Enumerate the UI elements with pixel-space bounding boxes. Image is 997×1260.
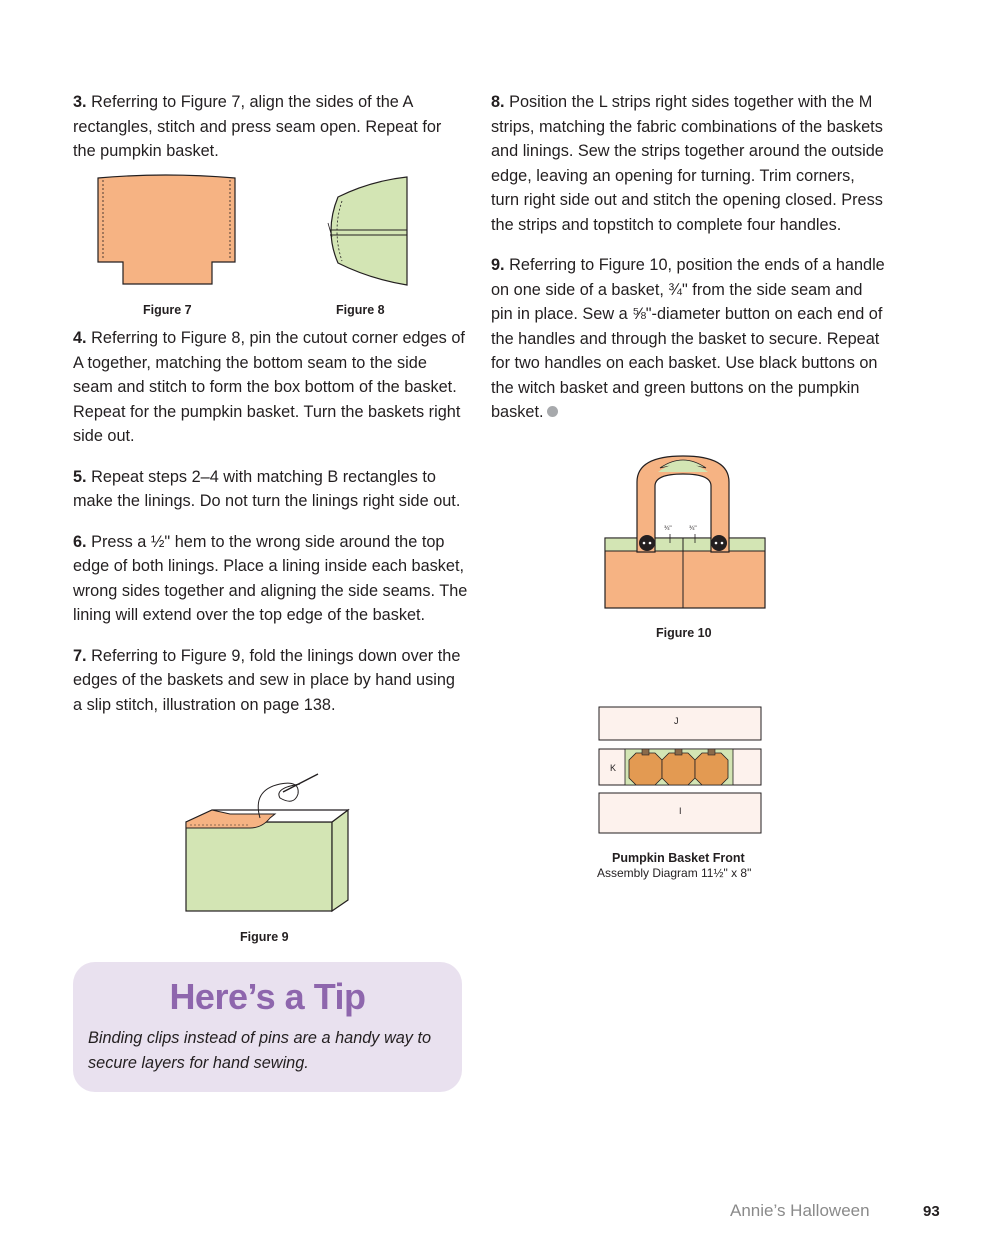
left-column-lower [73,326,468,717]
figure-7-caption: Figure 7 [143,303,192,317]
step-number: 7. [73,646,87,665]
pumpkin-blocks [625,749,733,785]
figure-9-caption: Figure 9 [240,930,289,944]
figure-9-illustration [180,770,360,915]
step-7 [73,644,468,718]
footer-book-title: Annie’s Halloween [730,1201,870,1220]
figure-10-illustration [600,452,770,612]
figure-10-measure-right: ¾" [689,525,697,532]
tip-text: Binding clips instead of pins are a handy way to secure layers for hand sewing. [88,1029,432,1072]
tip-box [73,962,462,1092]
step-text: Referring to Figure 10, position the ends of a handle on one side of a basket, ¾" from the side seam and pin in place. Sew a ⅝"-diameter button on each end of the handles and through the basket to secure. Repeat for two handles on each basket. Use black buttons on the witch basket and green buttons on the pumpkin basket. [491,256,885,421]
assembly-label-k: K [610,763,617,773]
figure-10-caption: Figure 10 [656,626,712,640]
right-column [491,90,886,425]
step-9 [491,253,886,425]
step-text: Repeat steps 2–4 with matching B rectangles to make the linings. Do not turn the linings right side out. [73,467,461,510]
step-4 [73,326,468,449]
step-3 [73,90,468,164]
figure-8-illustration [320,175,412,287]
footer-page-number: 93 [923,1203,940,1220]
assembly-diagram [596,704,766,838]
step-number: 6. [73,532,87,551]
step-number: 3. [73,93,87,111]
figure-8-caption: Figure 8 [336,303,385,317]
step-text: Press a ½" hem to the wrong side around the top edge of both linings. Place a lining inside each basket, wrong sides together and aligning the side seams. The lining will extend over the top edge of the basket. [73,532,468,624]
left-column [73,90,468,164]
assembly-label-j: J [674,716,679,726]
step-number: 9. [491,256,505,274]
figure-10-measure-left: ¾" [664,525,672,532]
assembly-label-i: I [679,806,682,816]
step-text: Referring to Figure 9, fold the linings down over the edges of the baskets and sew in place by hand using a slip stitch, illustration on page 138. [73,646,461,714]
step-5 [73,465,468,514]
step-number: 4. [73,329,87,347]
tip-title: Here’s a Tip [169,976,366,1017]
step-number: 8. [491,93,505,111]
assembly-caption-subtitle: Assembly Diagram 11½" x 8" [597,866,752,880]
end-mark-icon [547,406,558,417]
step-text: Referring to Figure 8, pin the cutout corner edges of A together, matching the bottom seam to the side seam and stitch to form the box bottom of the basket. Repeat for the pumpkin basket. Turn the baskets right side out. [73,329,465,445]
step-text: Position the L strips right sides together with the M strips, matching the fabric combinations of the baskets and linings. Sew the strips together around the outside edge, leaving an opening for turning. Trim corners, turn right side out and stitch the opening closed. Press the strips and topstitch to complete four handles. [491,93,884,234]
step-text: Referring to Figure 7, align the sides of the A rectangles, stitch and press seam open. Repeat for the pumpkin basket. [73,93,442,160]
step-6 [73,530,468,628]
step-8 [491,90,886,237]
assembly-caption-title: Pumpkin Basket Front [612,851,745,865]
step-number: 5. [73,467,87,486]
figure-7-illustration [95,172,240,287]
